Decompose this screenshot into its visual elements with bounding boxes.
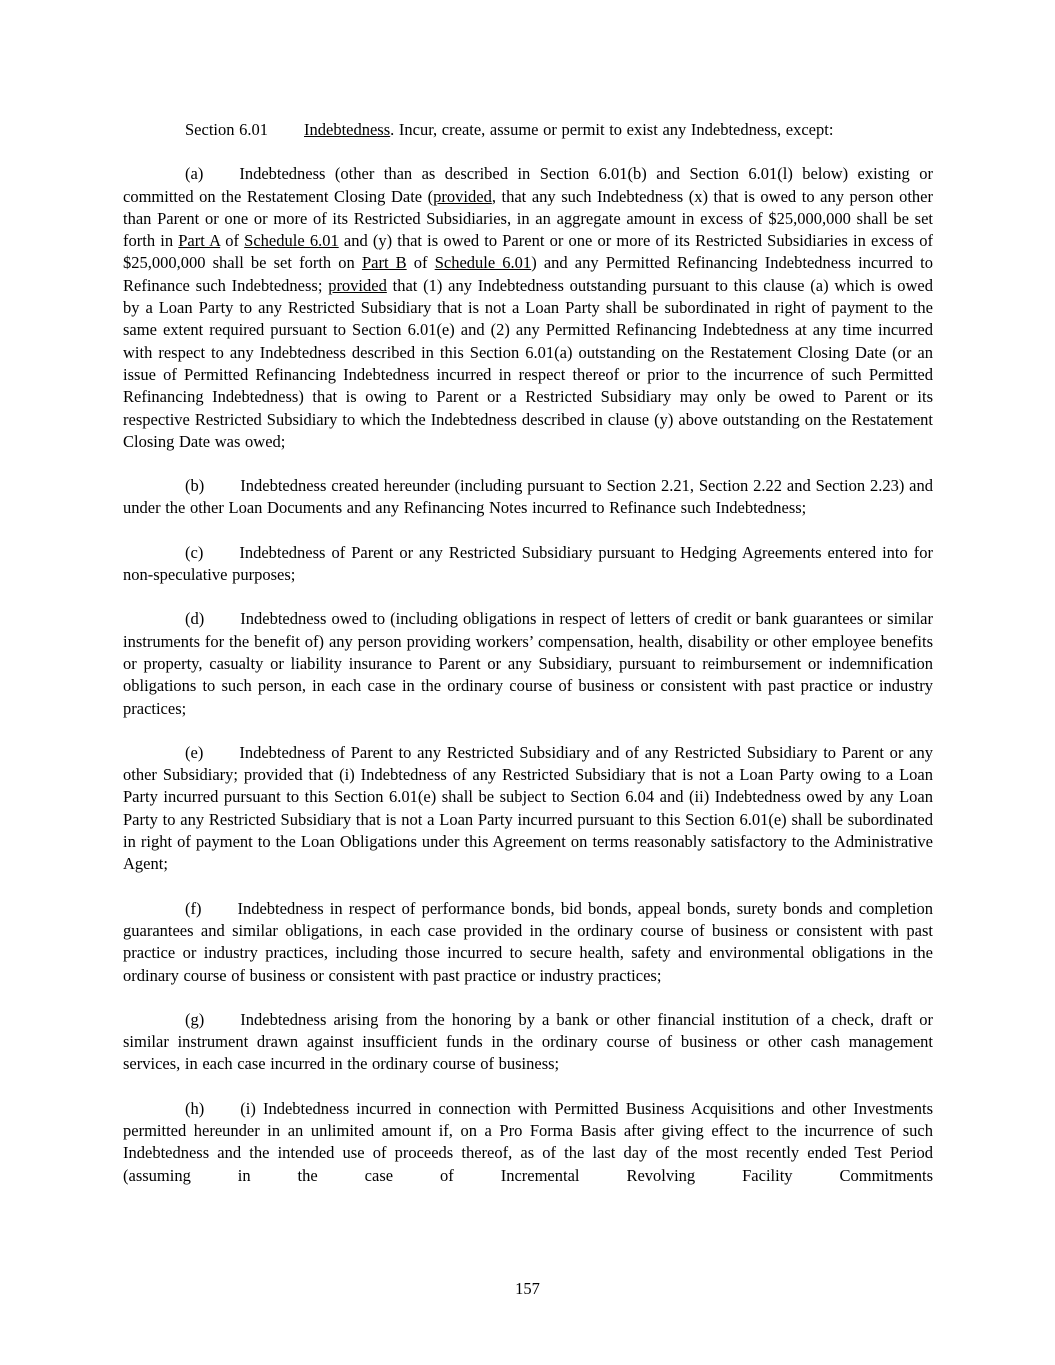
document-body: [123, 119, 933, 1209]
text-run: Indebtedness owed to (including obligations in respect of letters of credit or bank guarantees or similar instruments for the benefit of) any person providing workers’ compensation, health, disability or other employee benefits or property, casualty or liability insurance to Parent or any Subsidiary, pursuant to reimbursement or indemnification obligations to such person, in each case in the ordinary course of business or consistent with past practice or industry practices;: [123, 609, 933, 718]
paragraph-label: (e): [185, 742, 204, 762]
text-run: of: [406, 253, 435, 273]
section-heading: [123, 119, 933, 141]
paragraph-label: (g): [185, 1009, 205, 1029]
text-run: of: [220, 231, 245, 251]
text-run: , that any such Indebtedness (x) that is owed to any person other than Parent or one or more of its Restricted Subsidiaries, in an aggregate amount in excess of $25,000,000 shall be set forth in: [123, 186, 933, 251]
clause-g: [123, 1009, 933, 1076]
clause-c: [123, 542, 933, 587]
clause-b: [123, 475, 933, 520]
text-run: Indebtedness of Parent to any Restricted Subsidiary and of any Restricted Subsidiary to Parent or any other Subsidiary; provided that (i) Indebtedness of any Restricted Subsidiary that is not a Loan Party owing to a Loan Party incurred pursuant to this Section 6.01(e) shall be subject to Section 6.04 and (ii) Indebtedness owed by any Loan Party to any Restricted Subsidiary that is not a Loan Party incurred pursuant to this Section 6.01(e) shall be subordinated in right of payment to the Loan Obligations under this Agreement on terms reasonably satisfactory to the Administrative Agent;: [123, 742, 933, 874]
underlined-text: Part B: [361, 253, 407, 273]
clause-f: [123, 898, 933, 987]
underlined-text: Schedule 6.01: [244, 231, 339, 251]
paragraph-label: (a): [185, 164, 204, 184]
clause-h: [123, 1098, 933, 1187]
underlined-text: Part A: [178, 231, 221, 251]
text-run: (i) Indebtedness incurred in connection with Permitted Business Acquisitions and other Investments permitted hereunder in an unlimited amount if, on a Pro Forma Basis after giving effect to the incurrence of such Indebtedness and the intended use of proceeds thereof, as of the last day of the most recently ended Test Period (assuming in the case of Incremental Revolving Facility Commitments: [123, 1098, 933, 1185]
underlined-text: Schedule 6.01: [434, 253, 532, 273]
text-run: ) and any Permitted Refinancing Indebtedness incurred to Refinance such Indebtedness;: [123, 253, 934, 295]
paragraph-label: (c): [185, 542, 204, 562]
paragraph-label: (h): [185, 1098, 205, 1118]
page-number: 157: [515, 1279, 540, 1298]
text-run: that (1) any Indebtedness outstanding pursuant to this clause (a) which is owed by a Loan Party to any Restricted Subsidiary that is not a Loan Party shall be subordinated in right of payment to the same extent required pursuant to Section 6.01(e) and (2) any Permitted Refinancing Indebtedness at any time incurred with respect to any Indebtedness described in this Section 6.01(a) outstanding on the Restatement Closing Date (or an issue of Permitted Refinancing Indebtedness incurred in respect thereof or prior to the incurrence of such Permitted Refinancing Indebtedness) that is owing to Parent or a Restricted Subsidiary may only be owed to Parent or its respective Restricted Subsidiary to which the Indebtedness described in clause (y) above outstanding on the Restatement Closing Date was owed;: [123, 275, 933, 451]
text-run: and (y) that is owed to Parent or one or more of its Restricted Subsidiaries in excess of $25,000,000 shall be set forth on: [123, 231, 933, 273]
paragraph-label: (b): [185, 476, 205, 496]
clause-d: [123, 608, 933, 719]
underlined-text: provided: [433, 186, 492, 206]
text-run: Indebtedness arising from the honoring by a bank or other financial institution of a check, draft or similar instrument drawn against insufficient funds in the ordinary course of business or other cash management services, in each case incurred in the ordinary course of business;: [123, 1009, 933, 1074]
clause-e: [123, 742, 933, 876]
underlined-text: provided: [328, 275, 387, 295]
text-run: Indebtedness in respect of performance bonds, bid bonds, appeal bonds, surety bonds and completion guarantees and similar obligations, in each case provided in the ordinary course of business or consistent with past practice or industry practices, including those incurred to secure health, safety and environmental obligations in the ordinary course of business or consistent with past practice or industry practices;: [123, 898, 933, 985]
text-run: Indebtedness of Parent or any Restricted Subsidiary pursuant to Hedging Agreements entered into for non-speculative purposes;: [123, 542, 933, 585]
text-run: . Incur, create, assume or permit to exist any Indebtedness, except:: [390, 120, 834, 139]
paragraph-label: Section 6.01: [185, 120, 268, 139]
underlined-text: Indebtedness: [304, 120, 391, 139]
text-run: Indebtedness created hereunder (including pursuant to Section 2.21, Section 2.22 and Section 2.23) and under the other Loan Documents and any Refinancing Notes incurred to Refinance such Indebtedness;: [123, 476, 933, 518]
clause-a: [123, 163, 933, 453]
paragraph-label: (d): [185, 609, 205, 629]
text-run: Indebtedness (other than as described in Section 6.01(b) and Section 6.01(l) below) existing or committed on the Restatement Closing Date (: [123, 164, 933, 206]
paragraph-label: (f): [185, 898, 202, 918]
